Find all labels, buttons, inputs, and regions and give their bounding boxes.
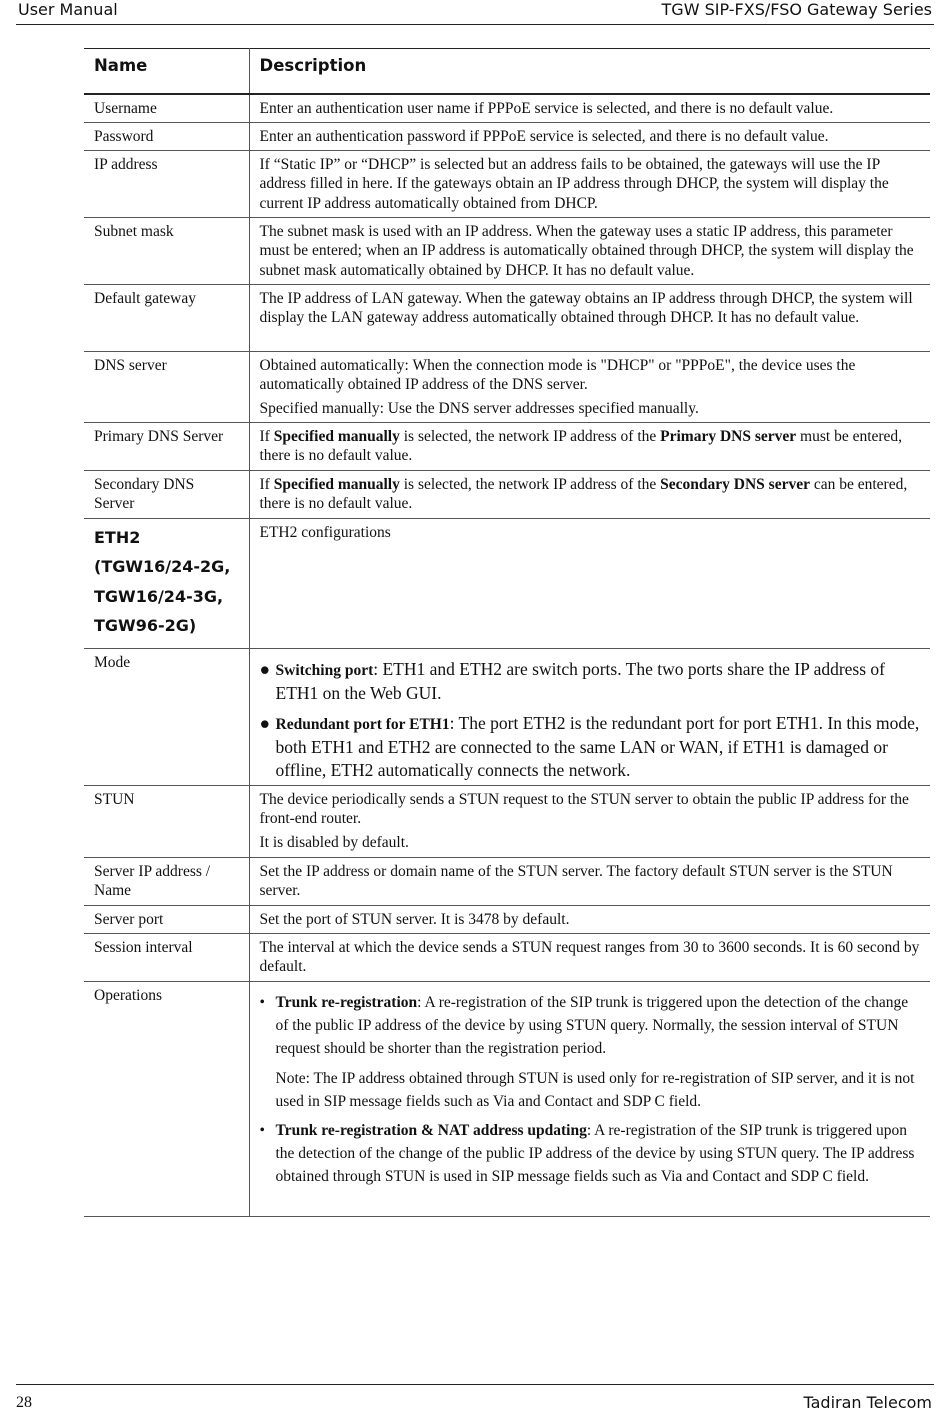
param-name: Server IP address / Name <box>84 857 249 905</box>
table-header-row <box>84 49 930 95</box>
bold-term: Secondary DNS server <box>660 475 810 493</box>
param-name: Default gateway <box>84 284 249 351</box>
company-name: Tadiran Telecom <box>803 1393 932 1412</box>
param-description <box>249 351 930 422</box>
section-heading-eth2 <box>84 518 249 648</box>
product-series: TGW SIP-FXS/FSO Gateway Series <box>661 0 932 19</box>
table-row <box>84 648 930 785</box>
param-name: STUN <box>84 785 249 857</box>
param-description: Enter an authentication user name if PPPoE service is selected, and there is no default value. <box>249 94 930 122</box>
table-row <box>84 933 930 981</box>
text: is selected, the network IP address of the <box>399 427 661 445</box>
param-description: The interval at which the device sends a STUN request ranges from 30 to 3600 seconds. It is 60 second by default. <box>249 933 930 981</box>
param-description: ETH2 configurations <box>249 518 930 648</box>
option-label: Trunk re-registration <box>275 993 418 1011</box>
table-row <box>84 422 930 470</box>
param-name: Subnet mask <box>84 217 249 284</box>
param-name: Username <box>84 94 249 122</box>
table-row-eth2 <box>84 518 930 648</box>
param-name: Secondary DNS Server <box>84 470 249 518</box>
param-description <box>249 981 930 1216</box>
table-row <box>84 122 930 150</box>
page-footer <box>16 1384 934 1421</box>
bullet-icon: ● <box>259 658 271 679</box>
table-row <box>84 217 930 284</box>
param-name: DNS server <box>84 351 249 422</box>
option-label: Redundant port for ETH1 <box>275 715 450 733</box>
option-text: : A re-registration of the SIP trunk is triggered upon the detection of the change of the public IP address of the device by using STUN query. Normally, the session interval of STUN request should be shorter than the registration period. <box>275 993 909 1057</box>
page-number: 28 <box>16 1394 32 1411</box>
param-name: Password <box>84 122 249 150</box>
param-name: IP address <box>84 150 249 217</box>
param-description: Set the port of STUN server. It is 3478 by default. <box>249 905 930 933</box>
param-name: Operations <box>84 981 249 1216</box>
param-description: If “Static IP” or “DHCP” is selected but an address fails to be obtained, the gateways will use the IP address filled in here. If the gateways obtain an IP address through DHCP, the system will display the current IP address automatically obtained from DHCP. <box>249 150 930 217</box>
param-description <box>249 648 930 785</box>
option-label: Switching port <box>275 661 374 679</box>
param-name: Mode <box>84 648 249 785</box>
option-text: : ETH1 and ETH2 are switch ports. The two ports share the IP address of ETH1 on the Web GUI. <box>275 658 886 703</box>
column-header-name: Name <box>84 49 249 95</box>
heading-line: ETH2 <box>94 527 141 547</box>
description-text: It is disabled by default. <box>259 833 409 851</box>
page-header <box>16 0 934 25</box>
param-name: Session interval <box>84 933 249 981</box>
bold-term: Specified manually <box>273 427 400 445</box>
table-row <box>84 981 930 1216</box>
param-description <box>249 422 930 470</box>
mode-options-list <box>260 658 921 782</box>
description-text: Specified manually: Use the DNS server addresses specified manually. <box>259 399 699 417</box>
heading-line: (TGW16/24-2G, <box>94 557 231 576</box>
table-row <box>84 470 930 518</box>
text: If <box>259 427 274 445</box>
document-title: User Manual <box>18 0 118 19</box>
param-description: Enter an authentication password if PPPoE service is selected, and there is no default value. <box>249 122 930 150</box>
table-row <box>84 284 930 351</box>
option-label: Trunk re-registration & NAT address updating <box>275 1121 587 1139</box>
option-text: : The port ETH2 is the redundant port for port ETH1. In this mode, both ETH1 and ETH2 are connected to the same LAN or WAN, if ETH1 is damaged or offline, ETH2 automatically connects the network. <box>275 712 920 780</box>
list-item <box>260 1119 921 1188</box>
text: is selected, the network IP address of the <box>399 475 661 493</box>
bullet-icon: ● <box>259 712 271 733</box>
table-row <box>84 785 930 857</box>
bullet-icon: • <box>259 993 265 1011</box>
table-row <box>84 150 930 217</box>
table-row <box>84 94 930 122</box>
param-description: The subnet mask is used with an IP address. When the gateway uses a static IP address, this parameter must be entered; when an IP address is automatically obtained through DHCP, the system will display the subnet mask automatically obtained by DHCP. It has no default value. <box>249 217 930 284</box>
text: must be entered, there is no default value. <box>259 427 903 464</box>
heading-line: TGW96-2G) <box>94 616 197 635</box>
note-text: Note: The IP address obtained through STUN is used only for re-registration of SIP server, and it is not used in SIP message fields such as Via and Contact and SDP C field. <box>275 1069 915 1110</box>
text: can be entered, there is no default value. <box>259 475 908 512</box>
heading-line: TGW16/24-3G, <box>94 586 224 606</box>
param-description <box>249 470 930 518</box>
parameter-table <box>84 48 930 1217</box>
operations-list <box>260 991 921 1188</box>
description-text: The device periodically sends a STUN request to the STUN server to obtain the public IP address for the front-end router. <box>259 790 909 827</box>
param-name: Primary DNS Server <box>84 422 249 470</box>
text: If <box>259 475 274 493</box>
bullet-icon: • <box>259 1121 265 1139</box>
description-text: Obtained automatically: When the connection mode is "DHCP" or "PPPoE", the device uses the automatically obtained IP address of the DNS server. <box>259 356 856 393</box>
param-description: Set the IP address or domain name of the STUN server. The factory default STUN server is the STUN server. <box>249 857 930 905</box>
option-text: : A re-registration of the SIP trunk is triggered upon the detection of the change of the public IP address of the device by using STUN query. The IP address obtained through STUN is used in SIP message fields such as Via and Contact and SDP C field. <box>275 1121 915 1185</box>
bold-term: Primary DNS server <box>660 427 797 445</box>
table-row <box>84 857 930 905</box>
table-row <box>84 905 930 933</box>
table-row <box>84 351 930 422</box>
list-item <box>260 991 921 1113</box>
column-header-description: Description <box>249 49 930 95</box>
bold-term: Specified manually <box>273 475 400 493</box>
param-description <box>249 785 930 857</box>
list-item <box>260 712 921 782</box>
list-item <box>260 658 921 705</box>
param-description: The IP address of LAN gateway. When the gateway obtains an IP address through DHCP, the system will display the LAN gateway address automatically obtained through DHCP. It has no default value. <box>249 284 930 351</box>
param-name: Server port <box>84 905 249 933</box>
